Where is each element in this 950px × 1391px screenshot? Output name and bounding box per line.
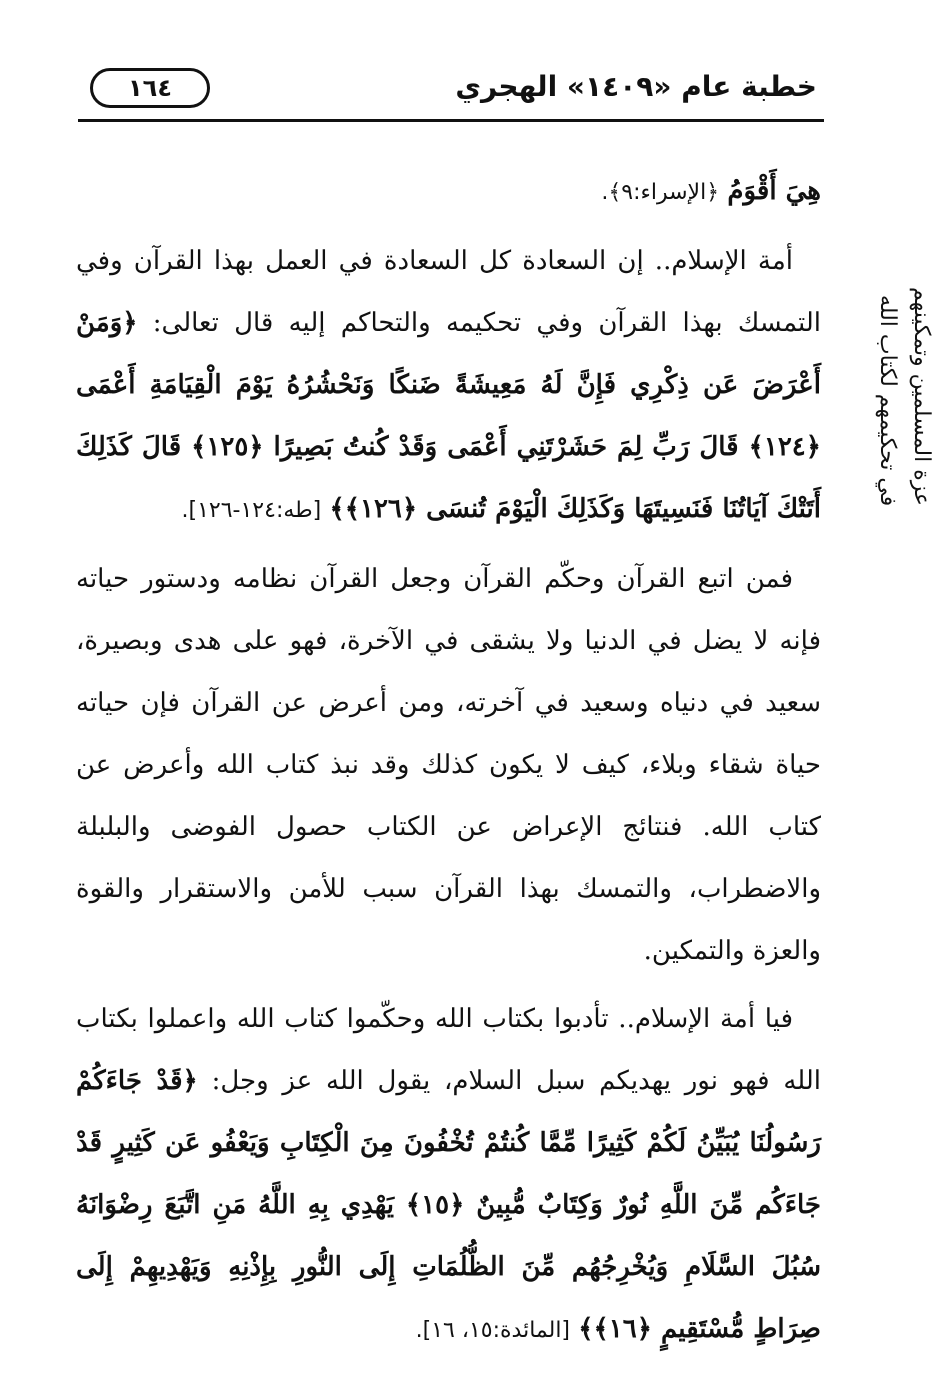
quran-verse: ﴿وَمَنْ أَعْرَضَ عَن ذِكْرِي فَإِنَّ لَهُ مَعِيشَةً ضَنكًا وَنَحْشُرُهُ يَوْمَ الْقِيَامَةِ أَعْمَى ﴿١٢٤﴾ قَالَ رَبِّ لِمَ حَشَرْتَنِي أَعْمَى وَقَدْ كُنتُ بَصِيرًا ﴿١٢٥﴾ قَالَ كَذَلِكَ أَتَتْكَ آيَاتُنَا فَنَسِيتَهَا وَكَذَلِكَ الْيَوْمَ تُنسَى ﴿١٢٦﴾﴾	[76, 308, 821, 524]
paragraph-text: أمة الإسلام.. إن السعادة كل السعادة في العمل بهذا القرآن وفي التمسك بهذا القرآن وفي تحكيمه والتحاكم إليه قال تعالى:	[76, 246, 822, 338]
page-number-badge	[90, 68, 210, 108]
margin-note-line-1: عزة المسلمين وتمكينهم	[909, 286, 934, 506]
body-text	[76, 160, 821, 1368]
quran-verse: هِيَ أَقْوَمُ	[727, 176, 821, 206]
page-header	[80, 58, 825, 120]
quran-verse: ﴿قَدْ جَاءَكُمْ رَسُولُنَا يُبَيِّنُ لَكُمْ كَثِيرًا مِّمَّا كُنتُمْ تُخْفُونَ مِنَ الْكِتَابِ وَيَعْفُو عَن كَثِيرٍ قَدْ جَاءَكُم مِّنَ اللَّهِ نُورٌ وَكِتَابٌ مُّبِينٌ ﴿١٥﴾ يَهْدِي بِهِ اللَّهُ مَنِ اتَّبَعَ رِضْوَانَهُ سُبُلَ السَّلَامِ وَيُخْرِجُهُم مِّنَ الظُّلُمَاتِ إِلَى النُّورِ بِإِذْنِهِ وَيَهْدِيهِمْ إِلَى صِرَاطٍ مُّسْتَقِيمٍ ﴿١٦﴾﴾	[76, 1066, 821, 1344]
paragraph-1	[76, 160, 821, 224]
paragraph-4	[76, 988, 821, 1362]
page-number: ١٦٤	[128, 74, 172, 102]
paragraph-text: فيا أمة الإسلام.. تأدبوا بكتاب الله وحكّموا كتاب الله واعملوا بكتاب الله فهو نور يهديكم سبل السلام، يقول الله عز وجل:	[76, 1004, 822, 1096]
paragraph-text: فمن اتبع القرآن وحكّم القرآن وجعل القرآن نظامه ودستور حياته فإنه لا يضل في الدنيا ولا يشقى في الآخرة، فهو على هدى وبصيرة، سعيد في دنياه وسعيد في آخرته، ومن أعرض عن القرآن فإن حياته حياة شقاء وبلاء، كيف لا يكون كذلك وقد نبذ كتاب الله وأعرض عن كتاب الله. فنتائج الإعراض عن الكتاب حصول الفوضى والبلبلة والاضطراب، والتمسك بهذا القرآن سبب للأمن والاستقرار والقوة والعزة والتمكين.	[76, 564, 821, 966]
verse-reference: ﴿الإسراء:٩﴾.	[601, 180, 720, 205]
verse-reference: [طه:١٢٤-١٢٦].	[181, 498, 322, 523]
header-title: خطبة عام «١٤٠٩» الهجري	[455, 70, 817, 103]
paragraph-2	[76, 230, 821, 542]
margin-note	[858, 236, 938, 506]
verse-reference: [المائدة:١٥، ١٦].	[415, 1318, 571, 1343]
paragraph-3	[76, 548, 821, 982]
margin-note-line-2: في تحكيمهم لكتاب الله	[875, 294, 900, 506]
header-divider	[78, 119, 824, 122]
